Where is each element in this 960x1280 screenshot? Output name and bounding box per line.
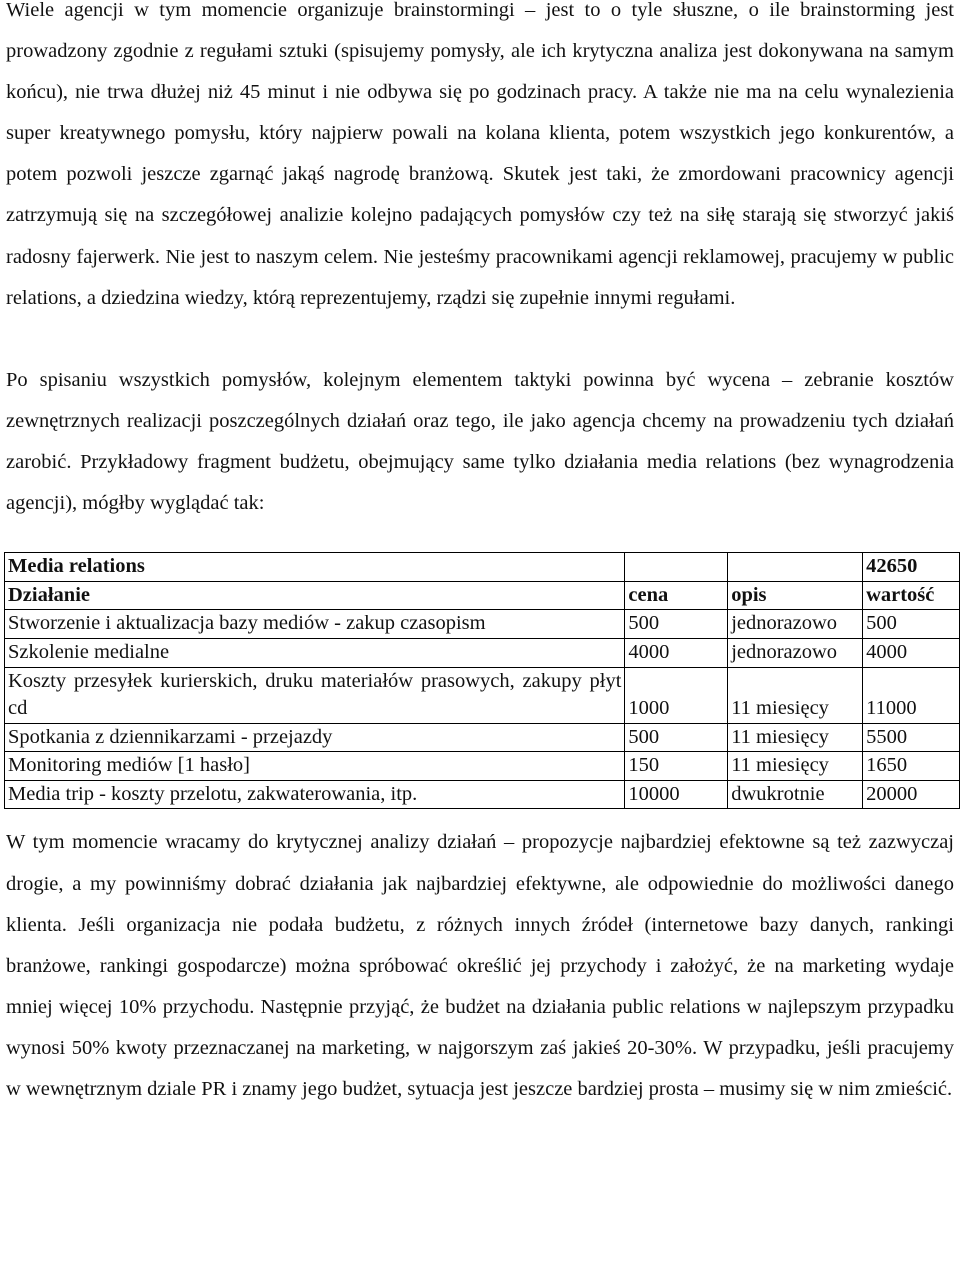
budget-header-row (5, 581, 960, 610)
row-value: 11000 (863, 667, 960, 723)
row-name: Koszty przesyłek kurierskich, druku materiałów prasowych, zakupy płyt cd (5, 667, 625, 723)
header-value: wartość (863, 581, 960, 610)
budget-title-empty-desc (728, 553, 863, 582)
table-row (5, 638, 960, 667)
row-name: Media trip - koszty przelotu, zakwaterowania, itp. (5, 780, 625, 809)
row-desc: jednorazowo (728, 610, 863, 639)
row-value: 4000 (863, 638, 960, 667)
row-desc: 11 miesięcy (728, 752, 863, 781)
budget-table (4, 552, 960, 809)
row-desc: dwukrotnie (728, 780, 863, 809)
row-price: 4000 (625, 638, 728, 667)
row-desc: 11 miesięcy (728, 723, 863, 752)
row-desc: 11 miesięcy (728, 667, 863, 723)
header-desc: opis (728, 581, 863, 610)
paragraph-spacer (6, 319, 954, 360)
paragraph-critical-analysis: W tym momencie wracamy do krytycznej analizy działań – propozycje najbardziej efektowne są też zazwyczaj drogie, a my powinniśmy dobrać działania jak najbardziej efektywne, ale odpowiednie do możliwości danego klienta. Jeśli organizacja nie podała budżetu, z różnych innych źródeł (internetowe bazy danych, rankingi branżowe, rankingi gospodarcze) można spróbować określić jej przychody i założyć, że na marketing wydaje mniej więcej 10% przychodu. Następnie przyjąć, że budżet na działania public relations w najlepszym przypadku wynosi 50% kwoty przeznaczanej na marketing, w najgorszym zaś jakieś 20-30%. W przypadku, jeśli pracujemy w wewnętrznym dziale PR i znamy jego budżet, sytuacja jest jeszcze bardziej prosta – musimy się w nim zmieścić. (6, 831, 954, 1101)
row-price: 10000 (625, 780, 728, 809)
document-page (6, 0, 954, 1110)
row-name: Monitoring mediów [1 hasło] (5, 752, 625, 781)
table-row (5, 610, 960, 639)
header-price: cena (625, 581, 728, 610)
budget-title: Media relations (5, 553, 625, 582)
table-spacer (6, 809, 954, 822)
table-row (5, 723, 960, 752)
budget-title-empty-price (625, 553, 728, 582)
row-value: 5500 (863, 723, 960, 752)
budget-total: 42650 (863, 553, 960, 582)
row-price: 500 (625, 723, 728, 752)
table-row (5, 752, 960, 781)
row-name: Spotkania z dziennikarzami - przejazdy (5, 723, 625, 752)
row-value: 1650 (863, 752, 960, 781)
row-value: 20000 (863, 780, 960, 809)
table-spacer (6, 524, 954, 552)
table-row (5, 780, 960, 809)
row-value: 500 (863, 610, 960, 639)
header-name: Działanie (5, 581, 625, 610)
row-name: Szkolenie medialne (5, 638, 625, 667)
paragraph-brainstorming: Wiele agencji w tym momencie organizuje brainstormingi – jest to o tyle słuszne, o ile brainstorming jest prowadzony zgodnie z regułami sztuki (spisujemy pomysły, ale ich krytyczna analiza jest dokonywana na samym końcu), nie trwa dłużej niż 45 minut i nie odbywa się po godzinach pracy. A także nie ma na celu wynalezienia super kreatywnego pomysłu, który najpierw powali na kolana klienta, potem wszystkich jego konkurentów, a potem pozwoli jeszcze zgarnąć jakąś nagrodę branżową. Skutek jest taki, że zmordowani pracownicy agencji zatrzymują się na szczegółowej analizie kolejno padających pomysłów czy też na siłę starają się stworzyć jakiś radosny fajerwerk. Nie jest to naszym celem. Nie jesteśmy pracownikami agencji reklamowej, pracujemy w public relations, a dziedzina wiedzy, którą reprezentujemy, rządzi się zupełnie innymi regułami. (6, 0, 954, 309)
row-name: Stworzenie i aktualizacja bazy mediów - zakup czasopism (5, 610, 625, 639)
row-price: 500 (625, 610, 728, 639)
row-price: 150 (625, 752, 728, 781)
row-desc: jednorazowo (728, 638, 863, 667)
table-row (5, 667, 960, 723)
budget-title-row (5, 553, 960, 582)
row-price: 1000 (625, 667, 728, 723)
paragraph-valuation: Po spisaniu wszystkich pomysłów, kolejnym elementem taktyki powinna być wycena – zebranie kosztów zewnętrznych realizacji poszczególnych działań oraz tego, ile jako agencja chcemy na prowadzeniu tych działań zarobić. Przykładowy fragment budżetu, obejmujący same tylko działania media relations (bez wynagrodzenia agencji), mógłby wyglądać tak: (6, 368, 954, 515)
